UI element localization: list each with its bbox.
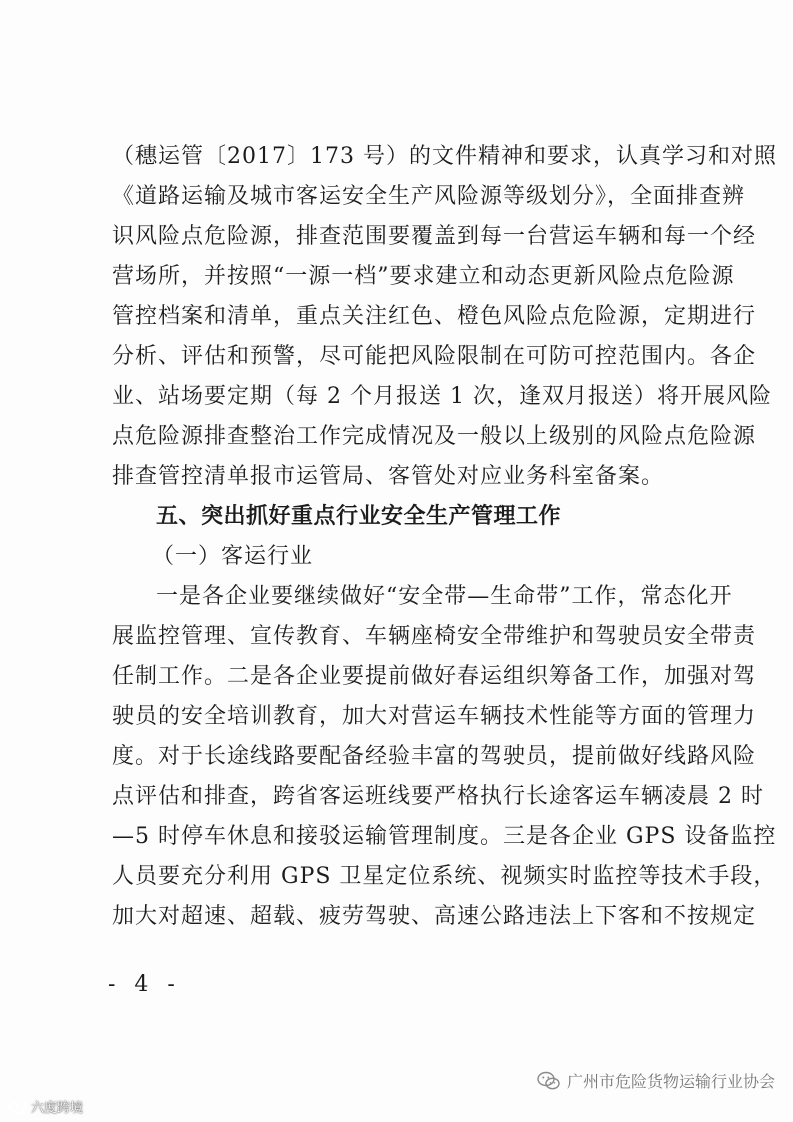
paragraph-line: （穗运管〔2017〕173 号）的文件精神和要求，认真学习和对照 bbox=[112, 144, 777, 169]
paragraph-line: —5 时停车休息和接驳运输管理制度。三是各企业 GPS 设备监控 bbox=[112, 824, 777, 849]
paragraph-line: 管控档案和清单，重点关注红色、橙色风险点危险源，定期进行 bbox=[112, 304, 757, 329]
watermark-brand bbox=[6, 1097, 83, 1116]
subsection-heading: （一）客运行业 bbox=[152, 544, 314, 569]
wechat-icon bbox=[537, 1071, 561, 1091]
paragraph-line: 点评估和排查，跨省客运班线要严格执行长途客运车辆凌晨 2 时 bbox=[112, 784, 764, 809]
watermark-brand-text: 六度跨境 bbox=[31, 1101, 84, 1116]
paragraph-line: 排查管控清单报市运管局、客管处对应业务科室备案。 bbox=[112, 464, 665, 489]
brand-logo-icon bbox=[6, 1098, 28, 1116]
paragraph-line: 一是各企业要继续做好“安全带—生命带”工作，常态化开 bbox=[156, 584, 733, 609]
paragraph-line: 度。对于长途线路要配备经验丰富的驾驶员，提前做好线路风险 bbox=[112, 744, 757, 769]
paragraph-line: 展监控管理、宣传教育、车辆座椅安全带维护和驾驶员安全带责 bbox=[112, 624, 757, 649]
paragraph-line: 识风险点危险源，排查范围要覆盖到每一台营运车辆和每一个经 bbox=[112, 224, 757, 249]
section-heading: 五、突出抓好重点行业安全生产管理工作 bbox=[156, 504, 562, 529]
document-body bbox=[112, 137, 777, 937]
paragraph-line: 分析、评估和预警，尽可能把风险限制在可防可控范围内。各企 bbox=[112, 344, 757, 369]
paragraph-line: 业、站场要定期（每 2 个月报送 1 次，逢双月报送）将开展风险 bbox=[112, 384, 772, 409]
paragraph-line: 《道路运输及城市客运安全生产风险源等级划分》，全面排查辨 bbox=[112, 184, 746, 209]
paragraph-line: 加大对超速、超载、疲劳驾驶、高速公路违法上下客和不按规定 bbox=[112, 904, 757, 929]
paragraph-line: 人员要充分利用 GPS 卫星定位系统、视频实时监控等技术手段， bbox=[112, 864, 777, 889]
page-number: - 4 - bbox=[108, 972, 181, 997]
watermark-association bbox=[537, 1069, 775, 1092]
watermark-association-text: 广州市危险货物运输行业协会 bbox=[566, 1072, 775, 1091]
paragraph-line: 驶员的安全培训教育，加大对营运车辆技术性能等方面的管理力 bbox=[112, 704, 757, 729]
paragraph-line: 点危险源排查整治工作完成情况及一般以上级别的风险点危险源 bbox=[112, 424, 757, 449]
paragraph-line: 营场所，并按照“一源一档”要求建立和动态更新风险点危险源 bbox=[112, 264, 735, 289]
paragraph-line: 任制工作。二是各企业要提前做好春运组织筹备工作，加强对驾 bbox=[112, 664, 757, 689]
